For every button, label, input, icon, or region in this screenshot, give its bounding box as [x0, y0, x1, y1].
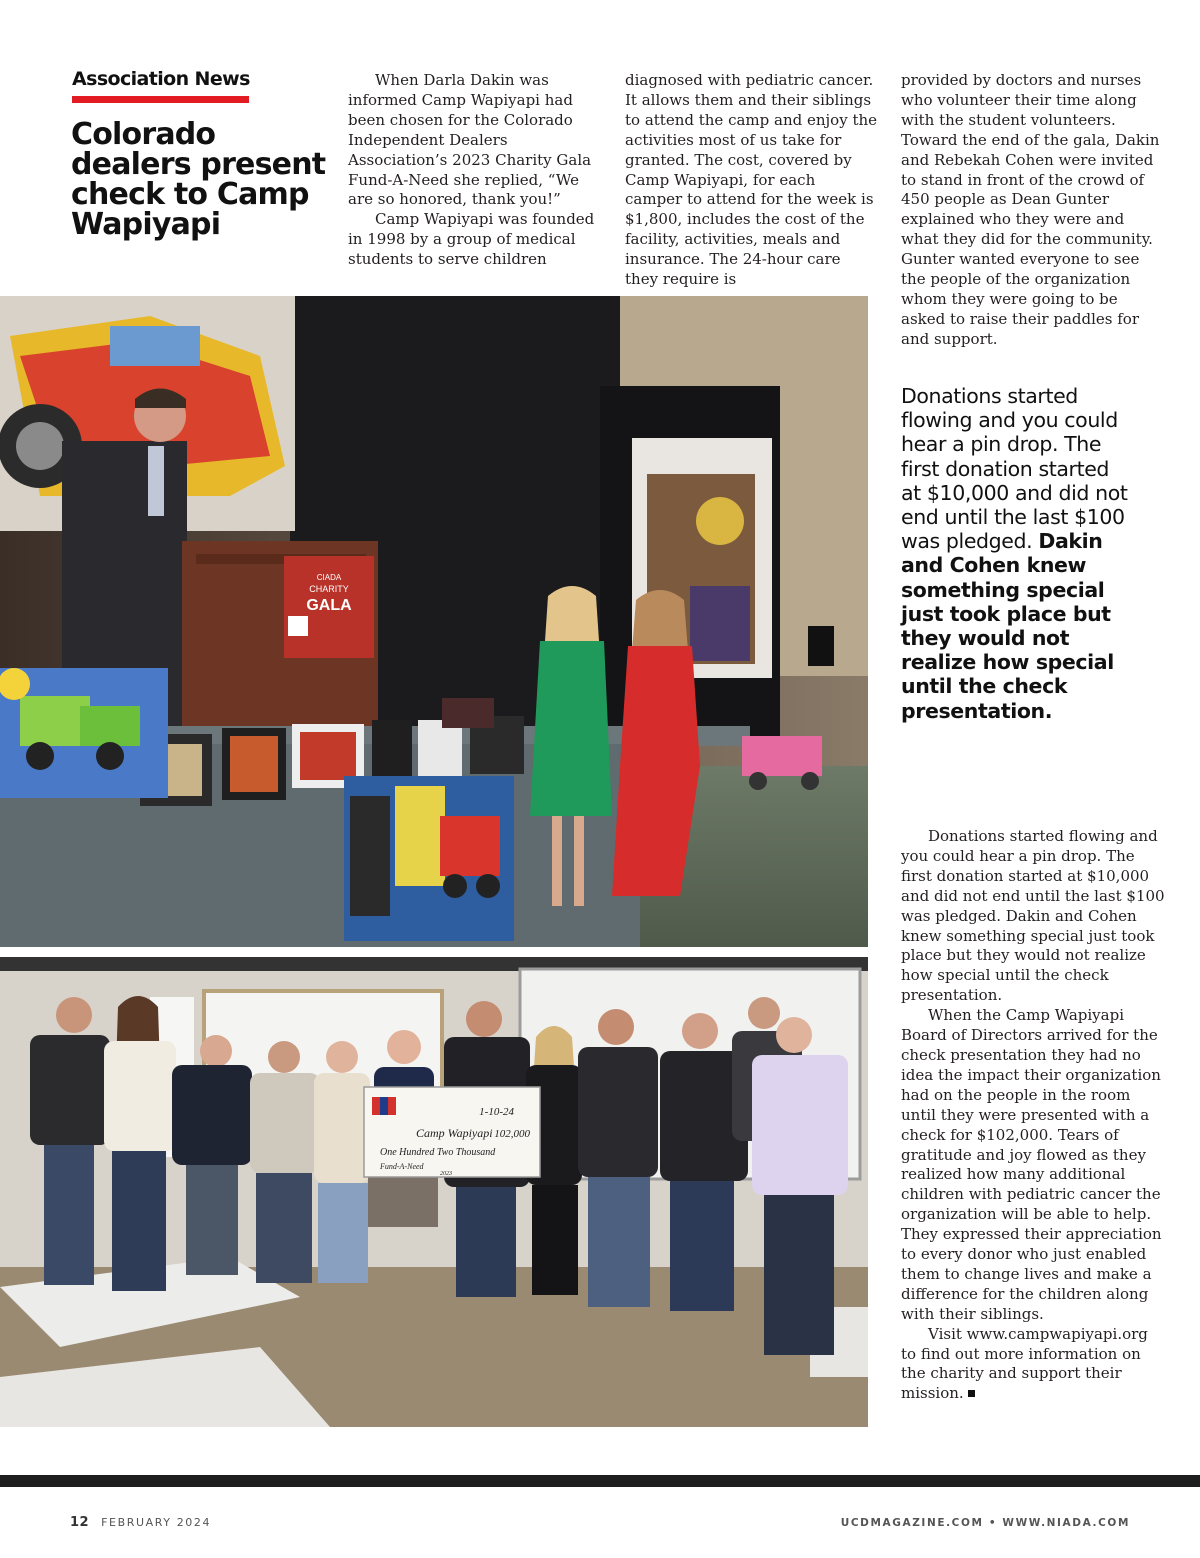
section-label: Association News — [72, 68, 250, 90]
check-memo: Fund-A-Need — [380, 1162, 424, 1171]
issue-date: FEBRUARY 2024 — [101, 1516, 212, 1529]
body-column-2 — [625, 71, 877, 290]
section-rule — [72, 96, 249, 103]
paragraph: provided by doctors and nurses who volunteer their time along with the student volunteers. Toward the end of the gala, Dakin and Rebekah Cohen were invited to stand in front of the crowd of 450 people as Dean Gunter explained who they were and what they did for the community. Gunter wanted everyone to see the people of the organization whom they were going to be asked to raise their paddles for and support. — [901, 71, 1160, 348]
paragraph: Camp Wapiyapi was founded in 1998 by a group of medical students to serve children — [348, 210, 595, 269]
gala-sign-line2: CHARITY — [309, 584, 349, 594]
folio — [70, 1515, 211, 1530]
body-column-1 — [348, 71, 598, 270]
footer-bar — [0, 1475, 1200, 1487]
check-year: 2023 — [440, 1171, 452, 1177]
paragraph: When Darla Dakin was informed Camp Wapiyapi had been chosen for the Colorado Independent Dealers Association’s 2023 Charity Gala Fund-A-Need she replied, “We are so honored, thank you!” — [348, 71, 592, 209]
ceremonial-check — [364, 1087, 540, 1177]
page-number: 12 — [70, 1515, 90, 1530]
pull-quote-lead: Donations started flowing and you could hear a pin drop. The first donation started at $10,000 and did not end until the last $100 was pledged. — [901, 384, 1128, 554]
paragraph: diagnosed with pediatric cancer. It allows them and their siblings to attend the camp and enjoy the activities most of us take for granted. The cost, covered by Camp Wapiyapi, for each camper to attend for the week is $1,800, includes the cost of the facility, activities, meals and insurance. The 24-hour care they require is — [625, 71, 878, 289]
body-column-4 — [901, 827, 1166, 1404]
paragraph: When the Camp Wapiyapi Board of Directors arrived for the check presentation they had no idea the impact their organization had on the people in the room until they were presented with a check for $102,000. Tears of gratitude and joy flowed as they realized how many additional children with pediatric cancer the organization will be able to help. They expressed their appreciation to every donor who just enabled them to change lives and make a difference for the children along with their siblings. — [901, 1006, 1162, 1323]
end-mark — [968, 1390, 975, 1397]
footer-websites: UCDMAGAZINE.COM • WWW.NIADA.COM — [840, 1517, 1130, 1529]
check-presentation-photo — [0, 957, 868, 1427]
gala-photo — [0, 296, 868, 947]
check-written-amount: One Hundred Two Thousand — [380, 1147, 496, 1158]
check-payee: Camp Wapiyapi — [416, 1126, 493, 1140]
gala-sign-line1: CIADA — [316, 573, 342, 582]
pull-quote — [901, 384, 1131, 723]
paragraph: Donations started flowing and you could hear a pin drop. The first donation started at $10,000 and did not end until the last $100 was pledged. Dakin and Cohen knew something special just took place but they would not realize how special until the check presentation. — [901, 827, 1165, 1005]
paragraph-final — [901, 1325, 1166, 1405]
article-headline: Colorado dealers present check to Camp Wapiyapi — [71, 117, 326, 242]
check-date: 1-10-24 — [479, 1106, 514, 1118]
gala-sign-line3: GALA — [306, 597, 352, 614]
check-amount: 102,000 — [494, 1128, 530, 1140]
pull-quote-bold: Dakin and Cohen knew something special just took place but they would not realize how special until the check presentation. — [901, 529, 1114, 723]
body-column-3 — [901, 71, 1161, 350]
paragraph-text: Visit www.campwapiyapi.org to find out more information on the charity and support their mission. — [901, 1324, 1148, 1403]
